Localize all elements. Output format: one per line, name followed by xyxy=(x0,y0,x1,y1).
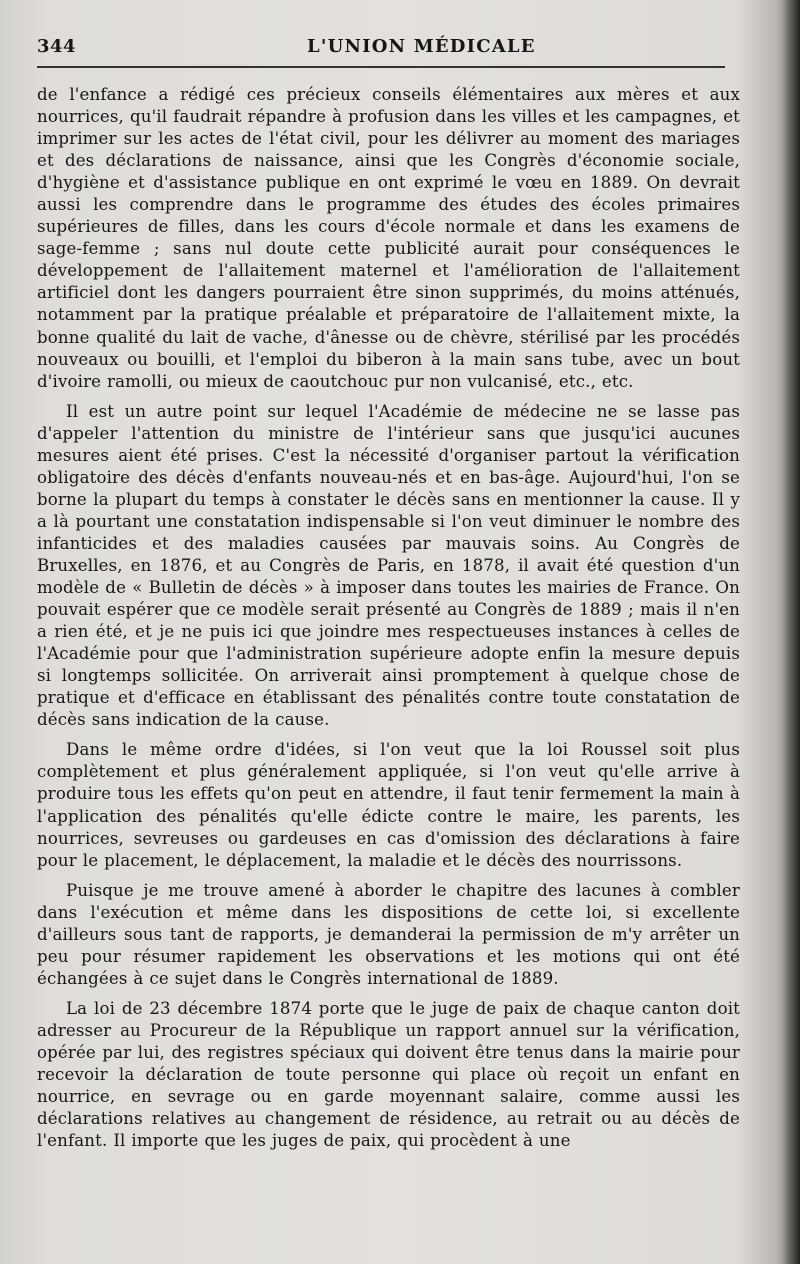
page-header xyxy=(37,36,727,62)
header-rule xyxy=(37,66,725,68)
running-title: L'UNION MÉDICALE xyxy=(307,36,536,57)
paragraph: La loi de 23 décembre 1874 porte que le juge de paix de chaque canton doit adresser au Procureur de la République un rapport annuel sur la vérification, opérée par lui, des registres spéciaux qui doivent être tenus dans la mairie pour recevoir la déclaration de toute personne qui place où reçoit un enfant en nourrice, en sevrage ou en garde moyennant salaire, comme aussi les déclarations relatives au changement de résidence, au retrait ou au décès de l'enfant. Il importe que les juges de paix, qui procèdent à une xyxy=(37,998,740,1151)
paragraph: de l'enfance a rédigé ces précieux conseils élémentaires aux mères et aux nourrices, qu'il faudrait répandre à profusion dans les villes et les campagnes, et imprimer sur les actes de l'état civil, pour les délivrer au moment des mariages et des déclarations de naissance, ainsi que les Congrès d'économie sociale, d'hygiène et d'assistance publique en ont exprimé le vœu en 1889. On devrait aussi les comprendre dans le programme des études des écoles primaires supérieures de filles, dans les cours d'école normale et dans les examens de sage-femme ; sans nul doute cette publicité aurait pour conséquences le développement de l'allaitement maternel et l'amélioration de l'allaitement artificiel dont les dangers pourraient être sinon supprimés, du moins atténués, notamment par la pratique préalable et préparatoire de l'allaitement mixte, la bonne qualité du lait de vache, d'ânesse ou de chèvre, stérilisé par les procédés nouveaux ou bouilli, et l'emploi du biberon à la main sans tube, avec un bout d'ivoire ramolli, ou mieux de caoutchouc pur non vulcanisé, etc., etc. xyxy=(37,85,740,391)
page-number: 344 xyxy=(37,36,77,57)
binding-shadow xyxy=(782,0,800,1264)
paragraph: Dans le même ordre d'idées, si l'on veut que la loi Roussel soit plus complètement et plus généralement appliquée, si l'on veut qu'elle arrive à produire tous les effets qu'on peut en attendre, il faut tenir fermement la main à l'application des pénalités qu'elle édicte contre le maire, les parents, les nourrices, sevreuses ou gardeuses en cas d'omission des déclarations à faire pour le placement, le déplacement, la maladie et le décès des nourrissons. xyxy=(37,740,740,870)
paragraph: Puisque je me trouve amené à aborder le chapitre des lacunes à combler dans l'exécution et même dans les dispositions de cette loi, si excellente d'ailleurs sous tant de rapports, je demanderai la permission de m'y arrêter un peu pour résumer rapidement les observations et les motions qui ont été échangées à ce sujet dans le Congrès international de 1889. xyxy=(37,880,740,988)
paragraph: Il est un autre point sur lequel l'Académie de médecine ne se lasse pas d'appeler l'attention du ministre de l'intérieur sans que jusqu'ici aucunes mesures aient été prises. C'est la nécessité d'organiser partout la vérification obligatoire des décès d'enfants nouveau-nés et en bas-âge. Aujourd'hui, l'on se borne la plupart du temps à constater le décès sans en mentionner la cause. Il y a là pourtant une constatation indispensable si l'on veut diminuer le nombre des infanticides et des maladies causées par mauvais soins. Au Congrès de Bruxelles, en 1876, et au Congrès de Paris, en 1878, il avait été question d'un modèle de « Bulletin de décès » à imposer dans toutes les mairies de France. On pouvait espérer que ce modèle serait présenté au Congrès de 1889 ; mais il n'en a rien été, et je ne puis ici que joindre mes respectueuses instances à celles de l'Académie pour que l'administration supérieure adopte enfin la mesure depuis si longtemps sollicitée. On arriverait ainsi promptement à quelque chose de pratique et d'efficace en établissant des pénalités contre toute constatation de décès sans indication de la cause. xyxy=(37,401,740,730)
body-text xyxy=(37,84,740,1152)
